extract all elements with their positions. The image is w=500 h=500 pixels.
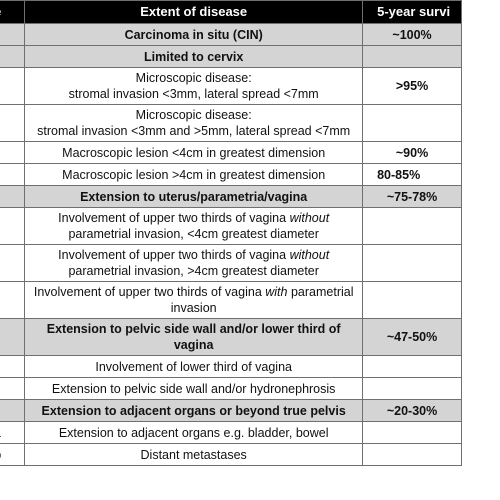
stage-cell	[0, 142, 25, 164]
stage-cell	[0, 282, 25, 319]
table-row	[0, 319, 462, 356]
stage-cell	[0, 422, 25, 444]
extent-cell	[25, 186, 363, 208]
extent-line	[31, 247, 356, 263]
extent-line: Extension to adjacent organs e.g. bladder, bowel	[58, 425, 329, 440]
extent-cell	[25, 400, 363, 422]
stage-cell	[0, 444, 25, 466]
table-row	[0, 400, 462, 422]
stage-cell	[0, 105, 25, 142]
table-body	[0, 24, 462, 466]
extent-line: parametrial invasion, >4cm greatest diameter	[68, 264, 319, 278]
extent-cell	[25, 422, 363, 444]
survival-cell: ~100%	[363, 24, 462, 46]
table-row	[0, 24, 462, 46]
extent-line: Extension to adjacent organs or beyond true pelvis	[41, 403, 346, 418]
extent-line: Extension to uterus/parametria/vagina	[80, 189, 308, 204]
header-extent-of-disease: Extent of disease	[25, 1, 363, 24]
stage-cell	[0, 46, 25, 68]
extent-line: vagina	[173, 338, 214, 352]
extent-line: Involvement of lower third of vagina	[95, 359, 292, 374]
extent-cell	[25, 164, 363, 186]
table-row	[0, 164, 462, 186]
extent-cell	[25, 105, 363, 142]
survival-cell	[363, 245, 462, 282]
stage-cell	[0, 186, 25, 208]
table-row	[0, 378, 462, 400]
stage-cell	[0, 245, 25, 282]
extent-line: invasion	[170, 301, 217, 315]
extent-emphasis: without	[289, 248, 330, 262]
extent-line: Macroscopic lesion >4cm in greatest dimension	[62, 167, 326, 182]
survival-cell	[363, 105, 462, 142]
extent-cell	[25, 319, 363, 356]
stage-cell	[0, 400, 25, 422]
extent-cell	[25, 444, 363, 466]
survival-cell: ~90%	[363, 142, 462, 164]
extent-line	[31, 210, 356, 226]
table-row	[0, 208, 462, 245]
extent-cell	[25, 24, 363, 46]
survival-cell	[363, 422, 462, 444]
survival-cell: >95%	[363, 68, 462, 105]
extent-cell	[25, 245, 363, 282]
stage-cell	[0, 208, 25, 245]
extent-line: Macroscopic lesion <4cm in greatest dimension	[62, 145, 326, 160]
table-row	[0, 186, 462, 208]
extent-text: Involvement of upper two thirds of vagina	[33, 285, 266, 299]
extent-line: Microscopic disease:	[135, 108, 252, 122]
survival-cell: ~75-78%	[363, 186, 462, 208]
extent-text: Involvement of upper two thirds of vagina	[58, 248, 290, 262]
extent-line: stromal invasion <3mm, lateral spread <7mm	[68, 87, 319, 101]
survival-cell	[363, 444, 462, 466]
survival-cell	[363, 46, 462, 68]
stage-cell	[0, 164, 25, 186]
extent-line: stromal invasion <3mm and >5mm, lateral spread <7mm	[37, 124, 351, 138]
extent-line: parametrial invasion, <4cm greatest diameter	[68, 227, 319, 241]
stage-cell	[0, 68, 25, 105]
extent-cell	[25, 356, 363, 378]
extent-line: Limited to cervix	[144, 49, 244, 64]
stage-cell	[0, 319, 25, 356]
stage-cell	[0, 378, 25, 400]
extent-cell	[25, 378, 363, 400]
table-row	[0, 142, 462, 164]
extent-line: Distant metastases	[140, 447, 247, 462]
extent-cell	[25, 68, 363, 105]
stage-cell	[0, 356, 25, 378]
table-row	[0, 105, 462, 142]
extent-line: Carcinoma in situ (CIN)	[124, 27, 263, 42]
table-row	[0, 46, 462, 68]
header-stage	[0, 1, 25, 24]
extent-cell	[25, 282, 363, 319]
extent-text: parametrial	[287, 285, 354, 299]
survival-cell	[363, 378, 462, 400]
table-row	[0, 356, 462, 378]
extent-line: Microscopic disease:	[135, 71, 252, 85]
extent-text: Involvement of upper two thirds of vagina	[58, 211, 290, 225]
table-row	[0, 282, 462, 319]
extent-cell	[25, 142, 363, 164]
table-row	[0, 68, 462, 105]
table-row	[0, 444, 462, 466]
survival-cell: ~47-50%	[363, 319, 462, 356]
extent-line: Extension to pelvic side wall and/or hydronephrosis	[51, 381, 336, 396]
stage-cell	[0, 24, 25, 46]
extent-line	[31, 284, 356, 300]
extent-line: Extension to pelvic side wall and/or lower third of	[46, 322, 341, 336]
survival-cell	[363, 356, 462, 378]
extent-cell	[25, 208, 363, 245]
survival-cell	[363, 282, 462, 319]
survival-cell	[363, 208, 462, 245]
survival-cell: 80-85%	[363, 164, 462, 186]
extent-emphasis: without	[289, 211, 330, 225]
header-five-year-survival: 5-year survi	[363, 1, 462, 24]
extent-emphasis: with	[265, 285, 288, 299]
extent-cell	[25, 46, 363, 68]
table-row	[0, 422, 462, 444]
table-row	[0, 245, 462, 282]
table-header-row	[0, 1, 462, 24]
survival-cell: ~20-30%	[363, 400, 462, 422]
